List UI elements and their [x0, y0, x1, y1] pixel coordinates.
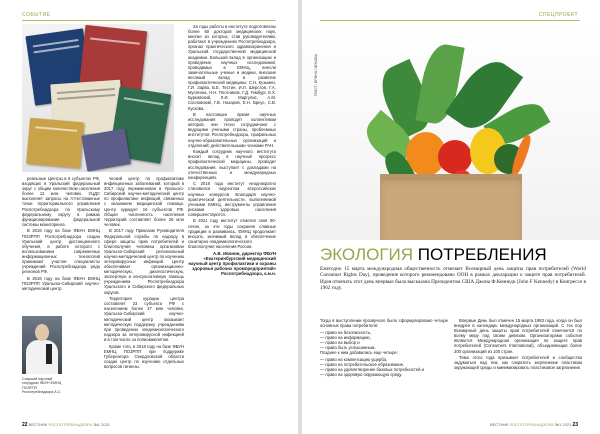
books-photo — [22, 24, 174, 172]
page-number: 22 — [22, 422, 28, 428]
magazine-name: ВЕСТНИК — [489, 422, 509, 427]
paragraph: С 2018 года институт неоднократно становился лауреатом всероссийских научных конкурсов. Благодаря научно-практической деятельности, выполняемой учеными ЕМНЦ, инструменты управления рисками здоровью населения совершенствуются. — [188, 181, 276, 217]
left-page — [0, 0, 298, 434]
header-rule — [22, 20, 276, 21]
paper-bag — [380, 174, 522, 240]
list-item: — право на здоровую окружающую среду. — [320, 371, 403, 377]
paragraph: В 2016 году на базе ФБУН ЕМНЦ ПОЗРПП Уральско-Сибирский научно-методический центр. — [22, 275, 100, 291]
paragraph: В настоящее время научные исследования проводят коллективом авторов, они тесно сотрудничают с ведущими учеными страны, проблемных институтов Роспотребнадзора, профильных научно-образовательных организаций и отделений; действительными членами РАН. — [188, 112, 276, 148]
signature-title: директор ФБУН «Екатеринбургский медицинский научный центр профилактики и охраны здоровья рабочих промпредприятий» Роспотребнадзора, к.м.н. — [188, 250, 276, 276]
article-column-2 — [454, 318, 582, 372]
book-cover — [26, 118, 84, 169]
paragraph: В 2017 году Приказом Руководителя Федеральной службы по надзору в сфере защиты прав потребителей и благополучия человека организован Уральско-Сибирский региональный научно-методический центр по изучению энтеровирусных инфекций. Центр обеспечивает организационно-методическую, диагностическую, экспертную и консультативную помощь учреждениям Роспотребнадзора Уральского и Сибирского федеральных округов. — [104, 228, 184, 295]
issue-number: №1 2021 — [554, 422, 572, 427]
paragraph: Территория курации центра составляет 23 субъекта РФ с населением более 37 млн человек. Уральско-Сибирский научно-методический центр оказывает методическую поддержку учреждениям при проведении эпидемиологического надзора за энтеровирусной инфекцией и в том числе за полиомиелитом. — [104, 296, 184, 342]
paragraph: За годы работы в институте подготовлены более 60 докторов медицинских наук, многие из которых, став руководителями, работают в учреждениях Роспотребнадзора, органах практического здравоохранения и Уральской государственной медицинской академии. Большой вклад в организацию и проведение научных исследований, проводимых в ЕМНЦ, внесли замечательные ученые и медики, внесшие весомый вклад в развитие профилактической медицины: С.Н. Кузьмин, Г.И. Зарва, Б.Е. Тестин, И.Л. Шерстов, Г.А. Мусягина, Н.Н. Плотников, Г.Д. Гембург, Е.Х. Бурковский, Л.И. Маргулис, А.М. Сосновский, Г.В. Назаров, Е.Н. Бреус, С.В. Кускова. — [188, 24, 276, 111]
list-item: — право быть услышанным. — [320, 344, 376, 350]
magazine-domain: РОСПОТРЕБНАДЗОРА — [509, 422, 554, 427]
article-column-1 — [320, 318, 448, 377]
article-column-3 — [188, 24, 276, 278]
paragraph: Каждый сотрудник научного института вносит вклад в научный прогресс профилактической медицины, проводит исследования, выступает с докладами на отечественных и международных конференциях. — [188, 149, 276, 180]
magazine-name: ВЕСТНИК — [28, 422, 48, 427]
section-label: СПЕЦПРОЕКТ — [538, 12, 578, 18]
right-page — [302, 0, 600, 434]
photo-credit: ТЕКСТ: ИРИНА ЧИЖОВА — [314, 54, 318, 97]
article-lead: Ежегодно 15 марта международная общественность отмечает Всемирный день защиты прав потребителей (World Consumer Rights Day), проведение которого рекомендовано ООН в рамках декларации о защите прав потребителей. Идея отмечать этот день впервые была высказана Президентом США Джона Ф.Кеннеди (John F Kennedy) в Конгрессе в 1962 году. — [320, 266, 586, 291]
article-column-1 — [22, 176, 100, 293]
rights-list — [320, 330, 448, 350]
list-item: — право на выбор и — [320, 339, 360, 345]
paragraph: В 2016 году на базе ФБУН ЕМНЦ ПОЗРПП Роспотребнадзора создан Уральский центр дистанционного обучения, в работе которого с использованием современных информационных технологий принимают участие специалисты учреждений Роспотребнадзора ряда регионов РФ. — [22, 228, 100, 275]
section-label: СОБЫТИЕ — [22, 12, 51, 18]
page-number: 23 — [572, 422, 578, 428]
signature — [188, 251, 276, 276]
vegetables-photo — [302, 24, 600, 240]
page-footer — [490, 422, 578, 428]
paragraph: Тогда в выступлении прозвучало было сформулировано четыре основных права потребителя: — [320, 318, 448, 329]
list-item: — право на удовлетворение базовых потребностей и — [320, 366, 424, 372]
paragraph: ческий центр по профилактике инфекционных заболеваний, который в 2017 году переименован в Уральско-Сибирский научно-методический центр по профилактике инфекций, связанных с оказанием медицинской помощи. Центр курирует 16 субъектов РФ. Общая численность населения территорий составляет более 26 млн человек. — [104, 176, 184, 227]
paragraph: реальные Центры в 6 субъектах РФ, входящих в Уральский федеральный округ с общим количеством населения более 12 млн. человек. УЦДС выполняет запросы на Аттестованные точки территориального управления Роспотребнадзора по Уральскому федеральному округу в рамках функционирования федеральной системы мониторинга. — [22, 176, 100, 227]
paragraph: В 2021 году институт отметил своё 90-летие, за эти годы сохраняя славные традиции и развиваясь, ЕМНЦ продолжает вносить значимый вклад в обеспечение санитарно-эпидемиологического благополучия населения России. — [188, 218, 276, 249]
book-cover — [81, 128, 131, 171]
article-headline — [320, 246, 547, 263]
tomato — [438, 140, 472, 174]
headline-rest: ПОТРЕБЛЕНИЯ — [417, 245, 547, 264]
page-footer — [22, 422, 110, 428]
issue-number: №1 2021 — [93, 422, 111, 427]
paragraph: Кроме того, в 2018 году на базе ФБУН ЕМНЦ ПОЗРПП при поддержке Губернатора Свердловской области создан центр по изучению отдельных вопросов гигиены. — [104, 343, 184, 369]
list-item: — право на безопасность, — [320, 329, 372, 335]
list-item: — право на компенсацию ущерба, — [320, 356, 388, 362]
signature-name: А.В. Ивонин, — [212, 250, 241, 256]
paragraph: Впервые День был отмечен 15 марта 1983 года, когда он был внедрен в календарь международных организаций. С тех пор Всемирный день защиты прав потребителей отмечается по всему миру под своим девизом. Организаторами события являются Международная организация по защите прав потребителей (Consumers International), объединяющая более 200 организаций из 100 стран. — [454, 318, 582, 354]
magazine-domain: РОСПОТРЕБНАДЗОРА — [48, 422, 93, 427]
headline-accent: ЭКОЛОГИЯ — [320, 245, 414, 264]
list-item: — право на потребительское образование, — [320, 361, 405, 367]
researcher-photo — [22, 316, 62, 374]
paragraph: Тема этого года призывает потребителей и сообщества задуматься над тем, как сократить загрязнение пластиком окружающей среды и минимизировать пластиковое загрязнение. — [454, 355, 582, 371]
article-column-2 — [104, 176, 184, 370]
photo-caption: Старший научный сотрудник ФБУН ЕМНЦ ПОЗРПП Роспотребнадзора А.С. — [22, 377, 62, 395]
list-item: — право на информацию, — [320, 334, 371, 340]
header-rule — [320, 20, 580, 21]
rights-list — [320, 357, 448, 377]
paragraph: Позднее к ним добавились еще четыре: — [320, 350, 398, 356]
